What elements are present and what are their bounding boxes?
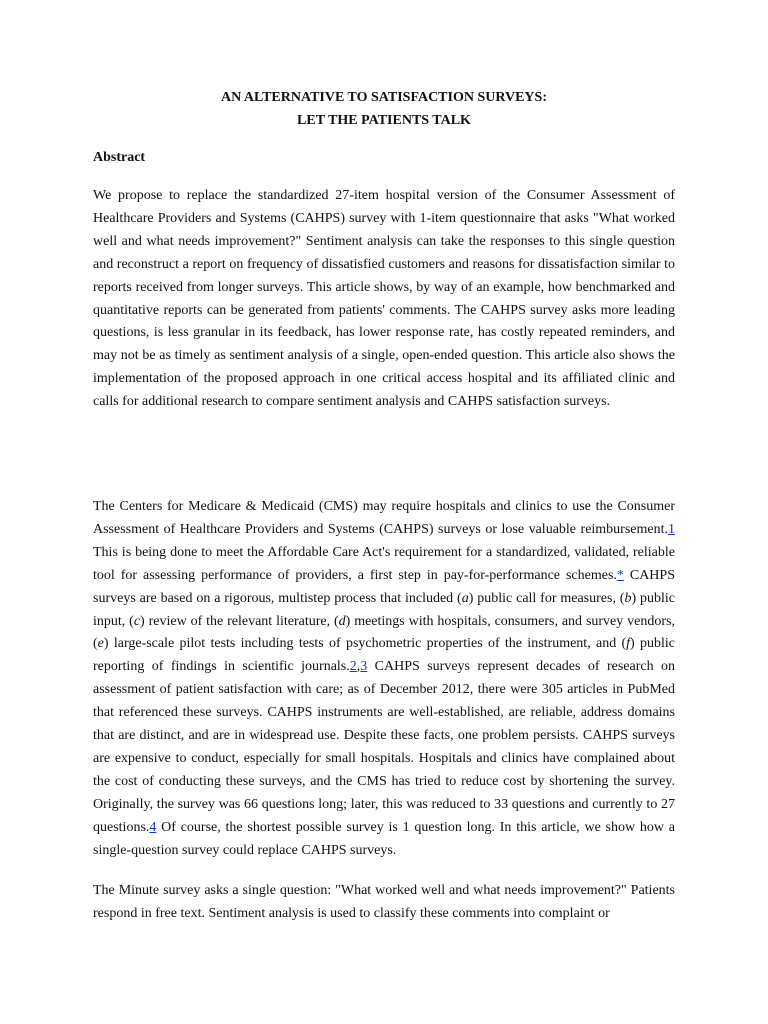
introduction-paragraph	[93, 496, 675, 863]
intro-text: ) meetings with hospitals, consumers, and survey vendors, (	[93, 613, 675, 652]
footnote-link-star[interactable]: *	[616, 567, 624, 583]
list-marker: c	[133, 613, 141, 629]
intro-text: ) large-scale pilot tests including tests of psychometric properties of the instrument, and (	[103, 636, 627, 652]
intro-text: The Centers for Medicare & Medicaid (CMS) may require hospitals and clinics to use the Consumer Assessment of Healthcare Providers and Systems (CAHPS) surveys or lose valuable reimbursement.	[93, 499, 675, 537]
intro-text: ) public call for measures, (	[468, 590, 625, 606]
intro-text: CAHPS surveys represent decades of research on assessment of patient satisfaction with care; as of December 2012, there were 305 articles in PubMed that referenced these surveys. CAHPS instruments are well-established, are reliable, address domains that are distinct, and are in widespread use. Despite these facts, one problem persists. CAHPS surveys are expensive to conduct, especially for small hospitals. Hospitals and clinics have complained about the cost of conducting these surveys, and the CMS has tried to reduce cost by shortening the survey. Originally, the survey was 66 questions long; later, this was reduced to 33 questions and currently to 27 questions.	[93, 659, 675, 835]
intro-text: This is being done to meet the Affordable Care Act's requirement for a standardized, validated, reliable tool for assessing performance of providers, a first step in pay-for-performance schemes.	[93, 544, 675, 583]
abstract-paragraph: We propose to replace the standardized 27-item hospital version of the Consumer Assessment of Healthcare Providers and Systems (CAHPS) survey with 1-item questionnaire that asks "What worked well and what needs improvement?" Sentiment analysis can take the responses to this single question and reconstruct a report on frequency of dissatisfied customers and reasons for dissatisfaction similar to reports received from longer surveys. This article shows, by way of an example, how benchmarked and quantitative reports can be generated from patients' comments. The CAHPS survey asks more leading questions, is less granular in its feedback, has lower response rate, has costly repeated reminders, and may not be as timely as sentiment analysis of a single, open-ended question. This article also shows the implementation of the proposed approach in one critical access hospital and its affiliated clinic and calls for additional research to compare sentiment analysis and CAHPS satisfaction surveys.	[93, 188, 675, 410]
list-marker: d	[338, 613, 346, 629]
intro-text: ) public input, (	[93, 590, 676, 629]
intro-text: ) review of the relevant literature, (	[140, 613, 339, 629]
intro-text: ) public reporting of findings in scientific journals.	[93, 636, 675, 675]
abstract-heading: Abstract	[93, 150, 146, 165]
intro-text: Of course, the shortest possible survey is 1 question long. In this article, we show how a single-question survey could replace CAHPS surveys.	[93, 819, 675, 858]
list-marker: b	[624, 590, 632, 606]
list-marker: f	[626, 636, 631, 652]
intro-text: CAHPS surveys are based on a rigorous, multistep process that included (	[93, 567, 675, 606]
title-line-1: AN ALTERNATIVE TO SATISFACTION SURVEYS:	[220, 90, 547, 105]
reference-link-2[interactable]: 2	[349, 659, 357, 675]
minute-survey-paragraph: The Minute survey asks a single question: "What worked well and what needs improvement?" Patients respond in free text. Sentiment analysis is used to classify these comments into complaint or	[93, 883, 675, 921]
reference-link-3[interactable]: 3	[360, 659, 368, 675]
title-line-2: LET THE PATIENTS TALK	[297, 113, 471, 128]
list-marker: a	[461, 590, 469, 606]
ref-separator: ,	[356, 659, 361, 675]
list-marker: e	[97, 636, 104, 652]
reference-link-4[interactable]: 4	[149, 819, 157, 835]
reference-link-1[interactable]: 1	[668, 521, 675, 537]
